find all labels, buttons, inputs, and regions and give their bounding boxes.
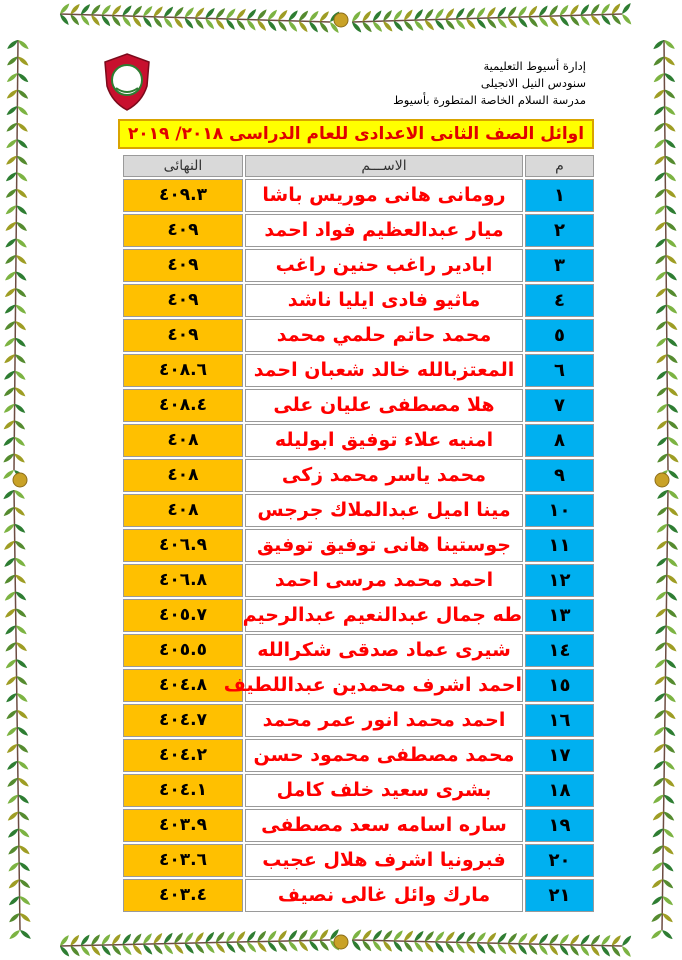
name-cell: رومانى هانى موريس باشا: [245, 179, 523, 212]
score-cell: ٤٠٤.٢: [123, 739, 243, 772]
name-cell: بشرى سعيد خلف كامل: [245, 774, 523, 807]
table-row: [123, 774, 594, 807]
name-cell: امنيه علاء توفيق ابوليله: [245, 424, 523, 457]
rank-cell: ١١: [525, 529, 594, 562]
rank-cell: ١٤: [525, 634, 594, 667]
rank-cell: ١٢: [525, 564, 594, 597]
score-cell: ٤٠٤.٧: [123, 704, 243, 737]
page-title: اوائل الصف الثانى الاعدادى للعام الدراسى ٢٠١٨/ ٢٠١٩: [118, 119, 594, 149]
score-cell: ٤٠٨.٦: [123, 354, 243, 387]
name-cell: مينا اميل عبدالملاك جرجس: [245, 494, 523, 527]
header-line-synod: سنودس النيل الانجيلى: [480, 76, 586, 90]
name-cell: فبرونيا اشرف هلال عجيب: [245, 844, 523, 877]
score-cell: ٤٠٤.٨: [123, 669, 243, 702]
name-cell: المعتزبالله خالد شعبان احمد: [245, 354, 523, 387]
rank-cell: ١٣: [525, 599, 594, 632]
column-header-number: م: [525, 155, 594, 177]
table-header-row: [123, 155, 594, 177]
table-row: [123, 564, 594, 597]
rank-cell: ١٦: [525, 704, 594, 737]
score-cell: ٤٠٩: [123, 249, 243, 282]
table-row: [123, 179, 594, 212]
score-cell: ٤٠٨: [123, 459, 243, 492]
rank-cell: ٢٠: [525, 844, 594, 877]
table-row: [123, 529, 594, 562]
name-cell: هلا مصطفى عليان على: [245, 389, 523, 422]
name-cell: احمد اشرف محمدين عبداللطيف: [245, 669, 523, 702]
name-cell: ساره اسامه سعد مصطفى: [245, 809, 523, 842]
rank-cell: ٧: [525, 389, 594, 422]
column-header-score: النهائى: [123, 155, 243, 177]
rank-cell: ٨: [525, 424, 594, 457]
score-cell: ٤٠٦.٨: [123, 564, 243, 597]
rank-cell: ٦: [525, 354, 594, 387]
name-cell: محمد حاتم حلمي محمد: [245, 319, 523, 352]
score-cell: ٤٠٥.٧: [123, 599, 243, 632]
school-header: [326, 58, 586, 109]
table-row: [123, 424, 594, 457]
table-row: [123, 704, 594, 737]
name-cell: محمد ياسر محمد زكى: [245, 459, 523, 492]
score-cell: ٤٠٤.١: [123, 774, 243, 807]
name-cell: ابادير راغب حنين راغب: [245, 249, 523, 282]
table-row: [123, 634, 594, 667]
score-cell: ٤٠٨: [123, 494, 243, 527]
table-row: [123, 739, 594, 772]
score-cell: ٤٠٦.٩: [123, 529, 243, 562]
header-line-directorate: إدارة أسيوط التعليمية: [483, 59, 586, 73]
table-row: [123, 214, 594, 247]
column-header-name: الاســـم: [245, 155, 523, 177]
name-cell: ميار عبدالعظيم فواد احمد: [245, 214, 523, 247]
table-row: [123, 844, 594, 877]
rank-cell: ٤: [525, 284, 594, 317]
score-cell: ٤٠٨: [123, 424, 243, 457]
rank-cell: ٥: [525, 319, 594, 352]
name-cell: جوستينا هانى توفيق توفيق: [245, 529, 523, 562]
rank-cell: ٢١: [525, 879, 594, 912]
name-cell: مارك وائل غالى نصيف: [245, 879, 523, 912]
score-cell: ٤٠٨.٤: [123, 389, 243, 422]
rank-cell: ١٩: [525, 809, 594, 842]
header-line-school: مدرسة السلام الخاصة المتطورة بأسيوط: [393, 93, 586, 107]
name-cell: احمد محمد انور عمر محمد: [245, 704, 523, 737]
name-cell: شيرى عماد صدقى شكرالله: [245, 634, 523, 667]
score-cell: ٤٠٣.٩: [123, 809, 243, 842]
school-logo: [102, 52, 152, 112]
rank-cell: ٩: [525, 459, 594, 492]
table-row: [123, 284, 594, 317]
table-row: [123, 249, 594, 282]
rank-cell: ١٥: [525, 669, 594, 702]
table-row: [123, 879, 594, 912]
name-cell: احمد محمد مرسى احمد: [245, 564, 523, 597]
name-cell: طه جمال عبدالنعيم عبدالرحيم: [245, 599, 523, 632]
table-row: [123, 809, 594, 842]
rank-cell: ١٠: [525, 494, 594, 527]
table-row: [123, 459, 594, 492]
table-row: [123, 389, 594, 422]
rank-cell: ١٧: [525, 739, 594, 772]
score-cell: ٤٠٩: [123, 319, 243, 352]
table-row: [123, 599, 594, 632]
rank-cell: ١: [525, 179, 594, 212]
score-cell: ٤٠٩.٣: [123, 179, 243, 212]
score-cell: ٤٠٣.٤: [123, 879, 243, 912]
rank-cell: ٣: [525, 249, 594, 282]
score-cell: ٤٠٩: [123, 214, 243, 247]
rank-cell: ٢: [525, 214, 594, 247]
score-cell: ٤٠٩: [123, 284, 243, 317]
table-row: [123, 494, 594, 527]
rank-cell: ١٨: [525, 774, 594, 807]
score-cell: ٤٠٣.٦: [123, 844, 243, 877]
score-cell: ٤٠٥.٥: [123, 634, 243, 667]
table-row: [123, 354, 594, 387]
table-row: [123, 319, 594, 352]
name-cell: ماثيو فادى ايليا ناشد: [245, 284, 523, 317]
table-row: [123, 669, 594, 702]
name-cell: محمد مصطفى محمود حسن: [245, 739, 523, 772]
